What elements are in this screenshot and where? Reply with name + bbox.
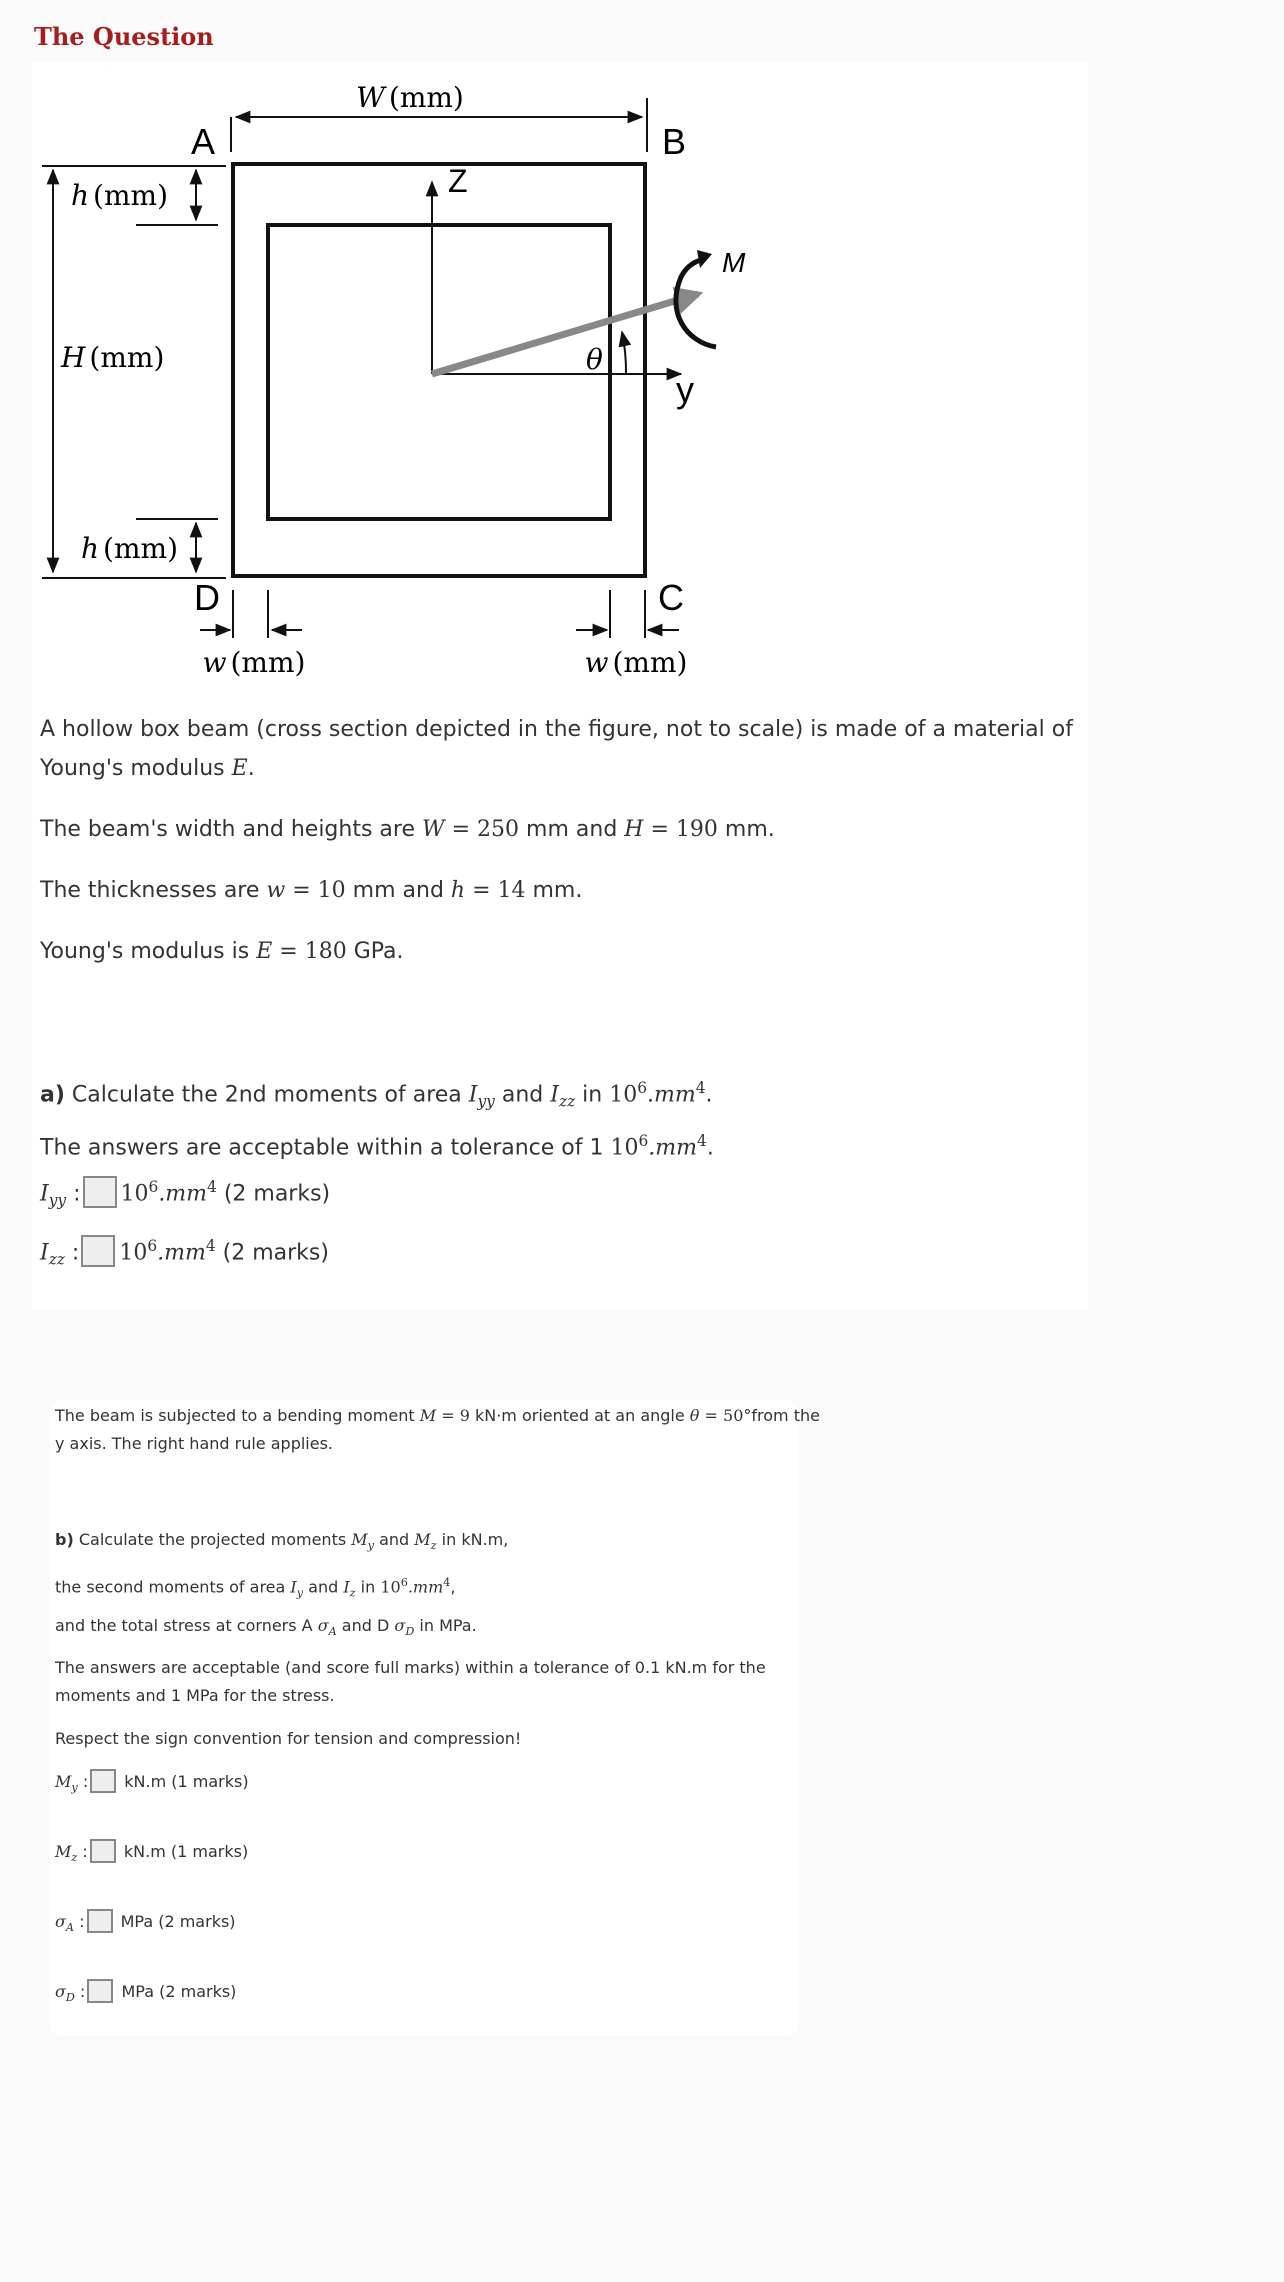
answer-row-Izz: $I_{zz}$ : $10^6.mm^4$ (2 marks) xyxy=(40,1237,329,1269)
label-H: H (mm) xyxy=(61,341,165,374)
intro-paragraph: A hollow box beam (cross section depicted in the figure, not to scale) is made of a material of Young's modulus E. xyxy=(40,717,1073,781)
corner-D: D xyxy=(194,577,220,618)
answer-row-Mz: $M_z$ : kN.m (1 marks) xyxy=(55,1838,248,1872)
moment-label: M xyxy=(722,247,746,278)
Iyy-input[interactable] xyxy=(83,1176,117,1208)
label-w-left: w (mm) xyxy=(202,646,306,679)
part-b-question-2: the second moments of area $I_y$ and $I_z$ in $10^6.mm^4$, xyxy=(55,1576,456,1600)
label-W: W (mm) xyxy=(356,81,464,114)
page-title: The Question xyxy=(34,22,214,51)
young-modulus-text: Young's modulus is E = 180 GPa. xyxy=(40,939,404,964)
moment-curl-icon xyxy=(676,260,716,347)
cross-section-diagram xyxy=(36,72,756,692)
part-b-question-3: and the total stress at corners A $\sigma_A$ and D $\sigma_D$ in MPa. xyxy=(55,1616,477,1639)
answer-row-Iyy: $I_{yy}$ : $10^6.mm^4$ (2 marks) xyxy=(40,1178,331,1210)
axis-y-label: y xyxy=(676,369,694,410)
angle-label: θ xyxy=(586,343,603,376)
part-b-sign-convention: Respect the sign convention for tension and compression! xyxy=(55,1729,522,1748)
sigmaD-input[interactable] xyxy=(87,1979,113,2003)
moment-vector xyxy=(432,294,698,374)
Izz-input[interactable] xyxy=(81,1235,115,1267)
axis-z-label: Z xyxy=(448,163,468,199)
thickness-text: The thicknesses are w = 10 mm and h = 14 mm. xyxy=(40,878,583,903)
label-h-top: h (mm) xyxy=(71,179,168,212)
part-b-intro: The beam is subjected to a bending moment M = 9 kN·m oriented at an angle θ = 50°from the y axis. The right hand rule applies. xyxy=(55,1406,820,1453)
part-b-question-1: b) Calculate the projected moments $M_y$ and $M_z$ in kN.m, xyxy=(55,1530,509,1553)
label-h-bottom: h (mm) xyxy=(81,532,178,565)
answer-row-My: $M_y$ : kN.m (1 marks) xyxy=(55,1768,249,1802)
Mz-input[interactable] xyxy=(90,1839,116,1863)
angle-arc xyxy=(622,332,626,374)
answer-row-sigmaA: $\sigma_A$ : MPa (2 marks) xyxy=(55,1908,236,1942)
sigmaA-input[interactable] xyxy=(87,1909,113,1933)
corner-A: A xyxy=(191,121,216,162)
part-b-tolerance: The answers are acceptable (and score full marks) within a tolerance of 0.1 kN.m for the moments and 1 MPa for the stress. xyxy=(55,1658,766,1705)
part-a-question: a) Calculate the 2nd moments of area $I_{yy}$ and $I_{zz}$ in $10^6.mm^4$. The answers are acceptable within a tolerance of 1 $10^6.mm^4$. xyxy=(40,1079,714,1161)
answer-row-sigmaD: $\sigma_D$ : MPa (2 marks) xyxy=(55,1978,236,2012)
label-w-right: w (mm) xyxy=(584,646,688,679)
dimensions-text: The beam's width and heights are W = 250 mm and H = 190 mm. xyxy=(40,817,775,842)
My-input[interactable] xyxy=(90,1769,116,1793)
corner-C: C xyxy=(658,577,684,618)
corner-B: B xyxy=(662,121,687,162)
